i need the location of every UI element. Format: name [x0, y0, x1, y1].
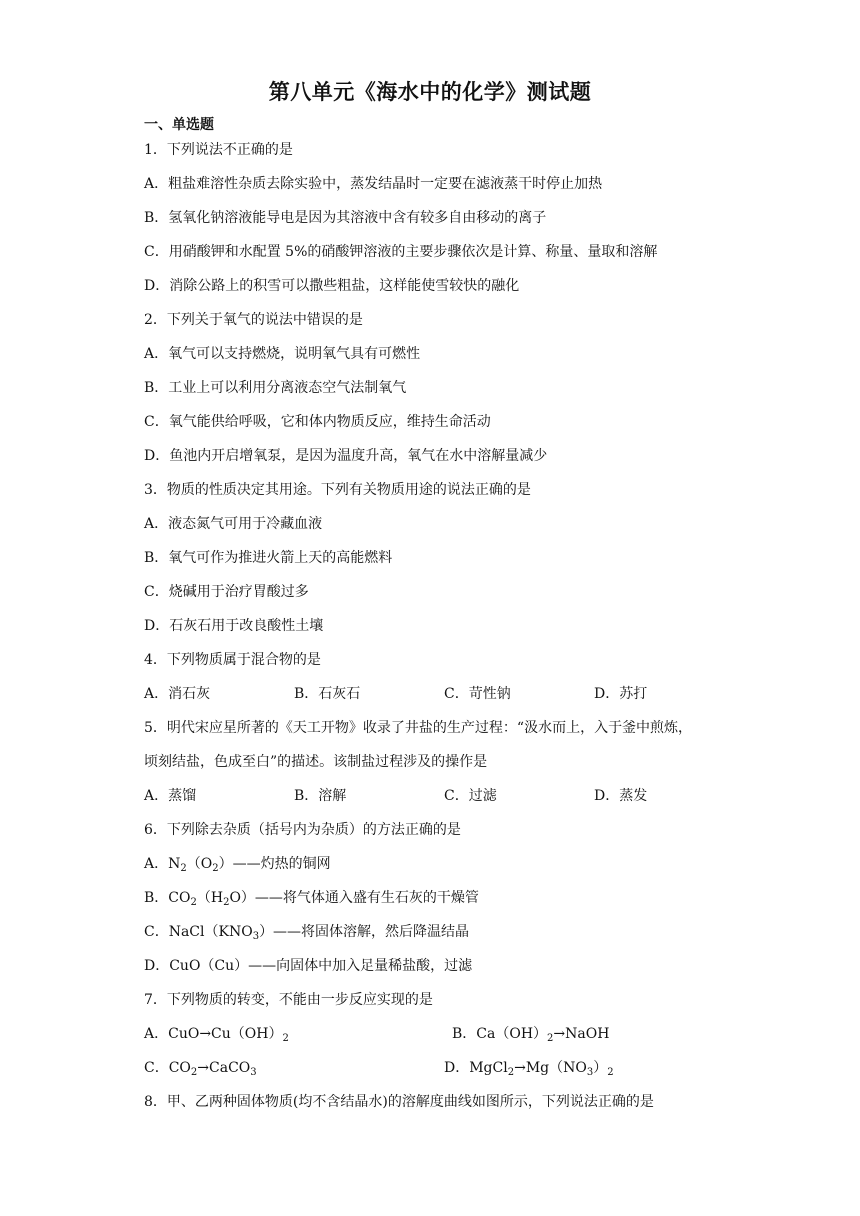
- question-6-option-a: A．$N_2(O_2)——$灼热的铜网: [144, 856, 331, 874]
- question-7-option-b: B．$Ca(OH)_2\to NaOH$: [452, 1026, 610, 1044]
- question-1-option-c: C．用硝酸钾和水配置 5%的硝酸钾溶液的主要步骤依次是计算、称量、量取和溶解: [144, 244, 658, 260]
- question-5-stem-line-2: 顷刻结盐，色成至白”的描述。该制盐过程涉及的操作是: [144, 754, 488, 770]
- question-4-option-c: C．苛性钠: [444, 686, 511, 702]
- question-6-stem: 6．下列除去杂质（括号内为杂质）的方法正确的是: [144, 822, 461, 838]
- question-6-option-d: D．CuO（Cu）——向固体中加入足量稀盐酸，过滤: [144, 958, 473, 974]
- question-5-option-b: B．溶解: [294, 788, 347, 804]
- question-6-option-b: B．$CO_2(H_2O)——$将气体通入盛有生石灰的干燥管: [144, 890, 479, 908]
- question-7-stem: 7．下列物质的转变，不能由一步反应实现的是: [144, 992, 433, 1008]
- question-7-option-c: C．$CO_2\to CaCO_3$: [144, 1060, 257, 1078]
- question-7-option-d: D．$MgCl_2\to Mg(NO_3)_2$: [444, 1060, 614, 1078]
- question-2-option-b: B．工业上可以利用分离液态空气法制氧气: [144, 380, 407, 396]
- question-6-option-c: C．$NaCl(KNO_3)——$将固体溶解，然后降温结晶: [144, 924, 470, 942]
- question-1-option-b: B．氢氧化钠溶液能导电是因为其溶液中含有较多自由移动的离子: [144, 210, 547, 226]
- question-4-stem: 4．下列物质属于混合物的是: [144, 652, 321, 668]
- question-3-option-b: B．氧气可作为推进火箭上天的高能燃料: [144, 550, 393, 566]
- question-3-option-c: C．烧碱用于治疗胃酸过多: [144, 584, 309, 600]
- page-title: 第八单元《海水中的化学》测试题: [268, 79, 592, 104]
- question-2-option-d: D．鱼池内开启增氧泵，是因为温度升高，氧气在水中溶解量减少: [144, 448, 548, 464]
- question-4-option-a: A．消石灰: [144, 686, 211, 702]
- question-3-stem: 3．物质的性质决定其用途。下列有关物质用途的说法正确的是: [144, 482, 531, 498]
- question-5-option-a: A．蒸馏: [144, 788, 197, 804]
- question-3-option-a: A．液态氮气可用于冷藏血液: [144, 516, 323, 532]
- question-5-option-c: C．过滤: [444, 788, 497, 804]
- question-4-option-d: D．苏打: [594, 686, 648, 702]
- section-heading: 一、单选题: [144, 117, 214, 133]
- question-1-stem: 1．下列说法不正确的是: [144, 142, 293, 158]
- question-4-option-b: B．石灰石: [294, 686, 361, 702]
- question-2-option-a: A．氧气可以支持燃烧，说明氧气具有可燃性: [144, 346, 421, 362]
- question-5-option-d: D．蒸发: [594, 788, 648, 804]
- question-7-option-a: A．$CuO\to Cu(OH)_2$: [144, 1026, 289, 1044]
- question-2-option-c: C．氧气能供给呼吸，它和体内物质反应，维持生命活动: [144, 414, 491, 430]
- question-1-option-d: D．消除公路上的积雪可以撒些粗盐，这样能使雪较快的融化: [144, 278, 520, 294]
- question-5-stem-line-1: 5．明代宋应星所著的《天工开物》收录了井盐的生产过程：“汲水而上，入于釜中煎炼，: [144, 720, 693, 736]
- question-8-stem: 8．甲、乙两种固体物质(均不含结晶水)的溶解度曲线如图所示，下列说法正确的是: [144, 1094, 654, 1110]
- question-3-option-d: D．石灰石用于改良酸性土壤: [144, 618, 324, 634]
- question-2-stem: 2．下列关于氧气的说法中错误的是: [144, 312, 363, 328]
- question-1-option-a: A．粗盐难溶性杂质去除实验中，蒸发结晶时一定要在滤液蒸干时停止加热: [144, 176, 603, 192]
